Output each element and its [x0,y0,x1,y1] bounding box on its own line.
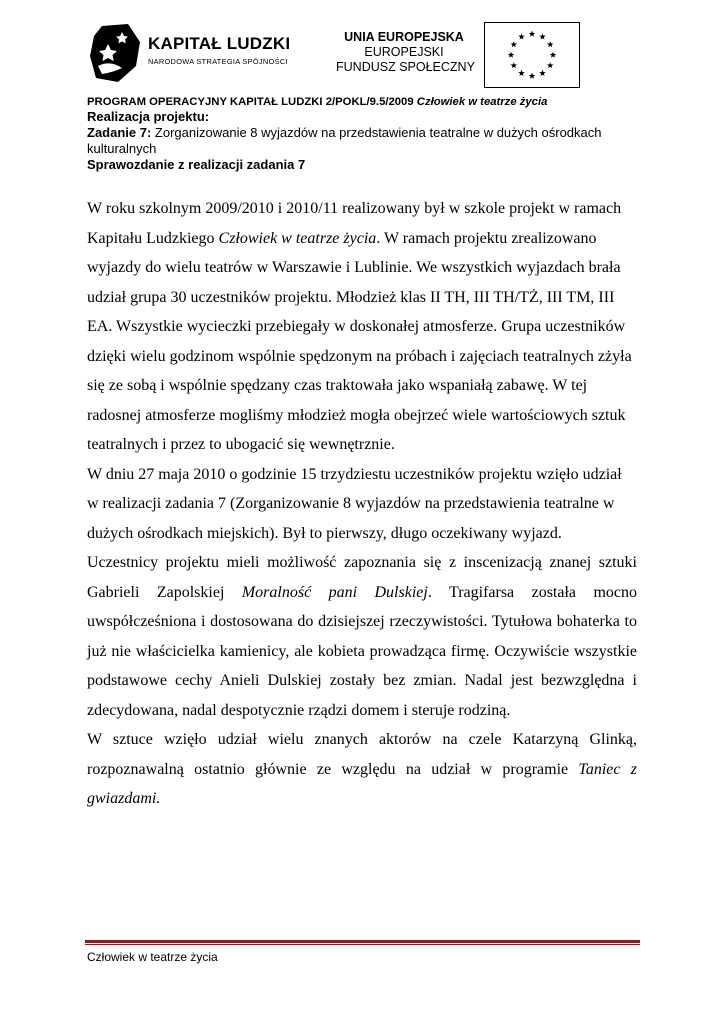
realizacja-heading: Realizacja projektu: [87,109,210,124]
footer-text: Człowiek w teatrze życia [87,950,218,964]
eu-stars-icon [485,23,579,87]
eu-star-icon [539,33,545,39]
eu-star-icon [518,33,524,39]
eu-star-icon [547,41,553,47]
paragraph-1-italic: Człowiek w teatrze życia [218,229,377,247]
eu-star-icon [539,70,545,76]
program-title: Człowiek w teatrze życia [416,96,548,108]
eu-flag-logo [484,22,580,88]
eu-star-icon [518,70,524,76]
task-label: Zadanie 7: [87,125,152,140]
paragraph-4 [87,725,637,814]
paragraph-1 [87,194,637,460]
eu-star-icon [547,62,553,68]
eu-star-icon [529,73,535,79]
paragraph-4-italic: Taniec z gwiazdami. [87,760,637,807]
kapital-ludzki-logo [88,22,298,84]
program-line [87,95,647,109]
kapital-ludzki-title: KAPITAŁ LUDZKI [148,34,291,53]
paragraph-1-text-a: W roku szkolnym 2009/2010 i 2010/11 realizowany był w szkole projekt w ramach Kapitału Ludzkiego [87,200,622,247]
paragraph-4-text-a: W sztuce wzięło udział wielu znanych aktorów na czele Katarzyną Glinką, rozpoznawalną ostatnio głównie ze względu na udział w programie [87,731,637,778]
kapital-ludzki-subtitle: NARODOWA STRATEGIA SPÓJNOŚCI [148,57,288,66]
paragraph-1-text-b: . W ramach projektu zrealizowano wyjazdy do wielu teatrów w Warszawie i Lublinie. We wszystkich wyjazdach brała udział grupa 30 uczestników projektu. Młodzież klas II TH, III TH/TŻ, III TM, III EA. Wszystkie wycieczki przebiegały w doskonałej atmosferze. Grupa uczestników dzięki wielu godzinom wspólnie spędzonym na próbach i zajęciach teatralnych zżyła się ze sobą i wspólnie spędzany czas traktowała jako wspaniałą zabawę. W tej radosnej atmosferze mogliśmy młodzież mogła obejrzeć wiele wartościowych sztuk teatralnych i przez to ubogacić się wewnętrznie. [87,229,632,453]
report-title: Sprawozdanie z realizacji zadania 7 [87,157,306,172]
paragraph-2: W dniu 27 maja 2010 o godzinie 15 trzydziestu uczestników projektu wzięło udział w realizacji zadania 7 (Zorganizowanie 8 wyjazdów na przedstawienia teatralne w dużych ośrodkach miejskich). Był to pierwszy, długo oczekiwany wyjazd. [87,465,622,542]
paragraph-3-text-b: . Tragifarsa została mocno uwspółcześniona i dostosowana do dzisiejszej rzeczywistości. Tytułowa bohaterka to już nie właścicielka kamienicy, ale kobieta prowadząca firmę. Oczywiście wszystkie podstawowe cechy Anieli Dulskiej zostały bez zmian. Nadal jest bezwzględna i zdecydowana, nadal despotycznie rządzi domem i steruje rodziną. [87,583,637,719]
eu-star-icon [511,41,517,47]
task-line [87,125,647,157]
eu-star-icon [550,52,556,58]
paragraph-3-italic: Moralność pani Dulskiej [241,583,428,601]
eu-star-icon [508,52,514,58]
eu-star-icon [529,31,535,37]
eu-fund-text [336,30,475,75]
footer-rule [85,940,640,945]
paragraph-3-text-a: Uczestnicy projektu mieli możliwość zapoznania się z inscenizacją znanej sztuki Gabrieli Zapolskiej [87,554,637,601]
document-header [87,95,647,173]
kapital-ludzki-emblem-icon [88,22,144,84]
task-text: Zorganizowanie 8 wyjazdów na przedstawienia teatralne w dużych ośrodkach kulturalnych [87,125,602,156]
document-body [87,194,637,814]
eu-star-icon [511,62,517,68]
eu-union-label: UNIA EUROPEJSKA [344,30,464,44]
paragraph-3 [87,548,637,725]
eu-european-label: EUROPEJSKI [364,45,444,59]
program-prefix: PROGRAM OPERACYJNY KAPITAŁ LUDZKI 2/POKL/9.5/2009 [87,96,417,108]
eu-social-fund-label: FUNDUSZ SPOŁECZNY [336,60,475,74]
